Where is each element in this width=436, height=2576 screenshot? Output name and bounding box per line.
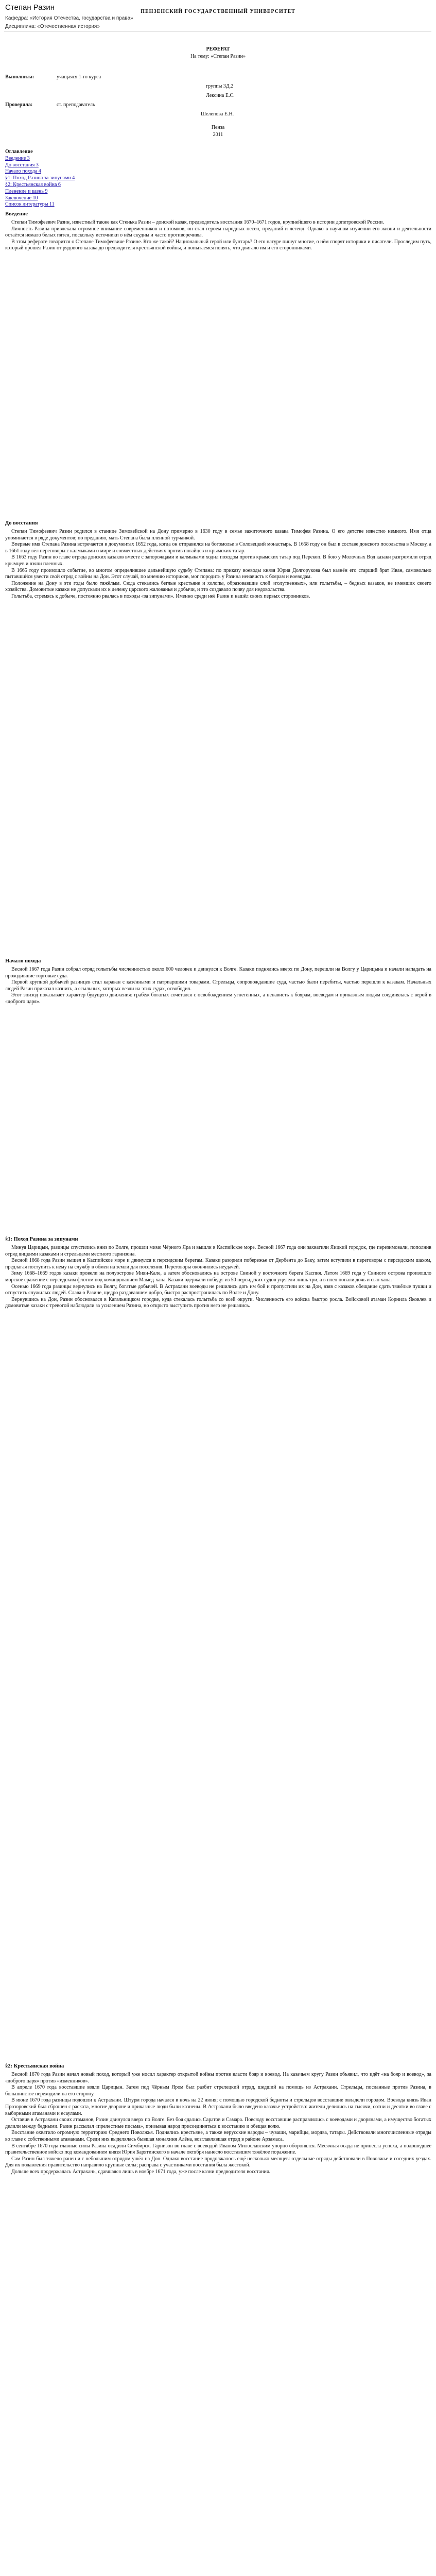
performed-group: группы 3Д.2 <box>206 83 234 89</box>
paragraph: В сентябре 1670 года главные силы Разина осадили Симбирск. Гарнизон во главе с воеводой Иваном Милославским упорно оборонялся. Месячная осада не принесла успеха, а подошедшее правительственное войско под командованием князя Юрия Барятинского в начале октября нанесло восставшим тяжёлое поражение. <box>5 2143 431 2156</box>
checked-name: Шелепова Е.Н. <box>201 111 234 117</box>
paragraph: Восстание охватило огромную территорию Среднего Поволжья. Поднялись крестьяне, а также нерусские народы – чуваши, марийцы, мордва, татары. Действовали многочисленные отряды во главе с собственными атаманами. Среди них выделялась бывшая монахиня Алёна, возглавлявшая отряд в районе Арзамаса. <box>5 2130 431 2142</box>
paragraph: В июне 1670 года разинцы подошли к Астрахани. Штурм города начался в ночь на 22 июня; с помощью городской бедноты и стрельцов восставшие овладели городом. Воевода князь Иван Прозоровский был сброшен с раската, многие дворяне и приказные люди были казнены. В Астрахани было введено казачье устройство: жители делились на тысячи, сотни и десятки во главе с выборными атаманами и есаулами. <box>5 2097 431 2116</box>
toc-title: Оглавление <box>5 149 33 155</box>
checked-value: ст. преподаватель <box>57 102 95 108</box>
section-s1 <box>5 1245 431 1310</box>
footer-year: 2011 <box>213 132 223 138</box>
toc-link-refs[interactable]: Список литературы 11 <box>5 201 55 208</box>
toc-link-start[interactable]: Начало похода 4 <box>5 168 41 175</box>
paragraph: В 1663 году Разин во главе отряда донских казаков вместе с запорожцами и калмыками ходил походом против крымских татар под Перекоп. В бою у Молочных Вод казаки разгромили отряд крымцев и взяли пленных. <box>5 554 431 567</box>
paragraph: Осенью 1669 года разинцы вернулись на Волгу, богатые добычей. В Астрахани воеводы не решились дать им бой и пропустили их на Дон, взяв с казаков обещание сдать тяжёлые пушки и отпустить служилых людей. Слава о Разине, щедро раздававшем добро, быстро распространилась по Волге и Дону. <box>5 1283 431 1296</box>
performed-label: Выполнила: <box>5 74 34 80</box>
paragraph: Голытьба, стремясь к добыче, постоянно рвалась в походы «за зипунами». Именно среди неё Разин и нашёл своих первых сторонников. <box>11 593 310 599</box>
paragraph: Весной 1667 года Разин собрал отряд голытьбы численностью около 600 человек и двинулся к Волге. Казаки поднялись вверх по Дону, перешли на Волгу у Царицына и начали нападать на проходившие торговые суда. <box>5 967 431 979</box>
heading-before: До восстания <box>5 520 38 526</box>
toc-link-s1[interactable]: §1: Поход Разина за зипунами 4 <box>5 175 75 181</box>
paragraph: Личность Разина привлекала огромное внимание современников и потомков, он стал героем народных песен, преданий и легенд. Однако в научном изучении его жизни и деятельности остаётся немало белых пятен, поскольку источники о нём скудны и часто противоречивы. <box>5 226 431 239</box>
paragraph: Впервые имя Степана Разина встречается в документах 1652 года, когда он отправился на богомолье в Соловецкий монастырь. В 1658 году он был в составе донского посольства в Москву, а в 1661 году вёл переговоры с калмыками о мире и совместных действиях против ногайцев и крымских татар. <box>5 541 431 554</box>
heading-s1: §1: Поход Разина за зипунами <box>5 1236 78 1242</box>
performed-value: учащаяся 1-го курса <box>57 74 101 80</box>
toc-link-s2[interactable]: §2: Крестьянская война 6 <box>5 181 61 188</box>
paragraph: Минуя Царицын, разинцы спустились вниз по Волге, прошли мимо Чёрного Яра и вышли в Каспийское море. Весной 1667 года они захватили Яицкий городок, где перезимовали, пополнив отряд яицкими казаками и стрельцами местного гарнизона. <box>5 1245 431 1257</box>
paragraph: Весной 1670 года Разин начал новый поход, который уже носил характер открытой войны против власти бояр и воевод. На казачьем кругу Разин объявил, что идёт «на бояр и воевод», за «доброго царя» против «изменников». <box>5 2072 431 2084</box>
toc-link-capture[interactable]: Пленение и казнь 9 <box>5 188 48 194</box>
paragraph: В 1665 году произошло событие, во многом определившее дальнейшую судьбу Степана: по приказу воеводы князя Юрия Долгорукова был казнён его старший брат Иван, самовольно пытавшийся увести свой отряд с войны на Дон. Этот случай, по мнению историков, мог породить у Разина ненависть к боярам и воеводам. <box>5 567 431 580</box>
paragraph: Этот эпизод показывает характер будущего движения: грабёж богатых сочетался с освобождением угнетённых, а ненависть к боярам, воеводам и приказным людям соединялась с верой в «доброго царя». <box>5 992 431 1005</box>
discipline-line: Дисциплина: «Отечественная история» <box>5 24 100 29</box>
paragraph: В апреле 1670 года восставшие взяли Царицын. Затем под Чёрным Яром был разбит стрелецкий отряд, шедший на помощь из Астрахани. Стрельцы, посланные против Разина, в большинстве переходили на его сторону. <box>5 2084 431 2097</box>
paragraph: Положение на Дону в эти годы было тяжёлым. Сюда стекались беглые крестьяне и холопы, образовавшие слой «голутвенных», или голытьбы, – бедных казаков, не имевших своего хозяйства. Домовитые казаки не допускали их к дележу царского жалованья и добычи, и это создавало почву для недовольства. <box>5 580 431 593</box>
section-s2 <box>5 2072 431 2176</box>
toc-link-conclusion[interactable]: Заключение 10 <box>5 195 38 201</box>
paragraph: Первой крупной добычей разинцев стал караван с казёнными и патриаршими товарами. Стрельцы, сопровождавшие суда, частью были перебиты, частью перешли к казакам. Начальных людей Разин приказал казнить, а ссыльных, которых везли на этих судах, освободил. <box>5 979 431 992</box>
paragraph: Дольше всех продержалась Астрахань, сдавшаяся лишь в ноябре 1671 года, уже после казни предводителя восстания. <box>11 2168 270 2175</box>
paragraph: Оставив в Астрахани своих атаманов, Разин двинулся вверх по Волге. Без боя сдались Саратов и Самара. Повсюду восставшие расправлялись с воеводами и дворянами, а имущество богатых делили между бедными. Разин рассылал «прелестные письма», призывая народ присоединяться к восстанию и обещая волю. <box>5 2117 431 2129</box>
section-before <box>5 529 431 600</box>
table-of-contents <box>5 149 75 208</box>
section-intro <box>5 219 431 252</box>
footer-city: Пенза <box>211 125 225 130</box>
heading-intro: Введение <box>5 211 28 217</box>
heading-start: Начало похода <box>5 958 41 964</box>
paragraph: Вернувшись на Дон, Разин обосновался в Кагальницком городке, куда стекалась голытьба со всей округи. Численность его войска быстро росла. Войсковой атаман Корнила Яковлев и домовитые казаки с тревогой наблюдали за усилением Разина, но открыто выступить против него не решались. <box>5 1296 431 1309</box>
university-name: ПЕНЗЕНСКИЙ ГОСУДАРСТВЕННЫЙ УНИВЕРСИТЕТ <box>141 9 295 14</box>
paragraph: Зиму 1668–1669 годов казаки провели на полуострове Миян-Кале, а затем обосновались на острове Свиной у восточного берега Каспия. Летом 1669 года у Свиного острова произошло морское сражение с персидским флотом под командованием Мамед-хана. Казаки одержали победу: из 50 персидских судов уцелели лишь три, а в плен попали дочь и сын хана. <box>5 1270 431 1283</box>
checked-label: Проверила: <box>5 102 33 108</box>
toc-link-before[interactable]: До восстания 3 <box>5 162 39 168</box>
paragraph: Сам Разин был тяжело ранен и с небольшим отрядом ушёл на Дон. Однако восстание продолжалось ещё несколько месяцев: отдельные отряды действовали в Поволжье и соседних уездах. Для их подавления правительство направило крупные силы; расправа с участниками восстания была жестокой. <box>5 2156 431 2168</box>
heading-s2: §2: Крестьянская война <box>5 2063 64 2069</box>
window-title: Степан Разин <box>5 3 55 12</box>
paragraph: В этом реферате говорится о Степане Тимофеевиче Разине. Кто же такой? Национальный герой или бунтарь? О его натуре пишут многие, о нём спорят историки и писатели. Проследим путь, который прошёл Разин от рядового казака до предводителя крестьянской войны, и попытаемся понять, что двигало им и его сторонниками. <box>5 239 431 251</box>
performed-author: Лексина Е.С. <box>206 93 235 98</box>
paragraph: Степан Тимофеевич Разин родился в станице Зимовейской на Дону примерно в 1630 году в семье зажиточного казака Тимофея Разина. О его детстве известно немного. Имя отца упоминается в ряде документов; по преданию, мать Степана была пленной турчанкой. <box>5 529 431 541</box>
department-line: Кафедра: «История Отечества, государства и права» <box>5 15 133 21</box>
toc-link-intro[interactable]: Введение 3 <box>5 155 30 161</box>
doc-type: РЕФЕРАТ <box>206 46 230 52</box>
section-start <box>5 967 431 1006</box>
paragraph: Весной 1668 года Разин вышел в Каспийское море и двинулся к персидским берегам. Казаки разорили побережье от Дербента до Баку, затем вступили в переговоры с персидским шахом, предлагая поступить к нему на службу в обмен на земли для поселения. Переговоры окончились неудачей. <box>5 1258 431 1270</box>
paragraph: Степан Тимофеевич Разин, известный также как Стенька Разин – донской казак, предводитель восстания 1670–1671 годов, крупнейшего в истории допетровской России. <box>11 219 384 225</box>
doc-topic: На тему: «Степан Разин» <box>190 54 246 59</box>
